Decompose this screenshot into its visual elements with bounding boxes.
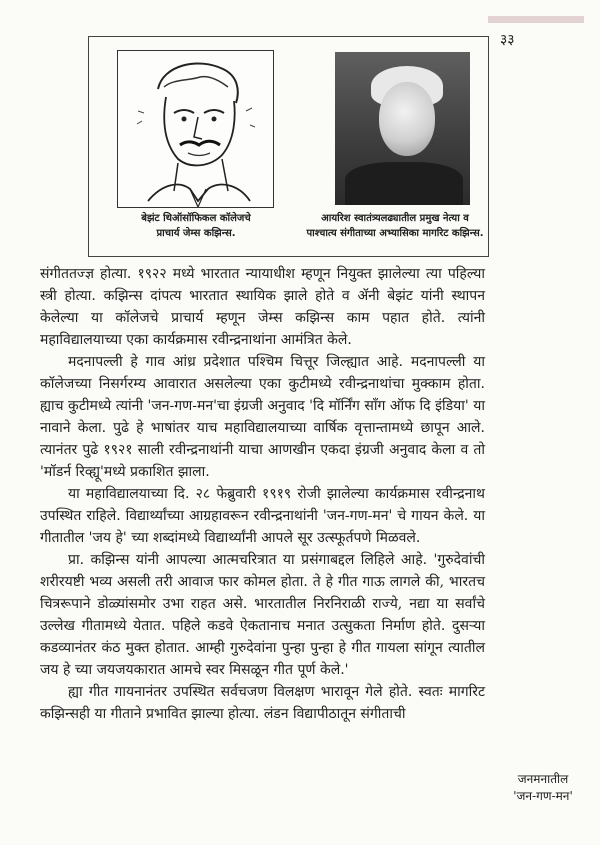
paragraph: मदनापल्ली हे गाव आंध्र प्रदेशात पश्चिम चित्तूर जिल्ह्यात आहे. मदनापल्ली या कॉलेजच्या निसर्गरम्य आवारात असलेल्या एका कुटीमध्ये रवीन्द्रनाथांचा मुक्काम होता. ह्याच कुटीमध्ये त्यांनी 'जन-गण-मन'चा इंग्रजी अनुवाद 'दि मॉर्निंग साँग ऑफ दि इंडिया' या नावाने केला. पुढे हे भाषांतर याच महाविद्यालयाच्या वार्षिक वृत्तान्तामध्ये छापून आले. त्यानंतर पुढे १९२१ साली रवीन्द्रनाथांनी याचा आणखीन एकदा इंग्रजी अनुवाद केला व तो 'मॉडर्न रिव्ह्यू'मध्ये प्रकाशित झाला. [40,354,485,480]
paragraph: संगीततज्ज्ञ होत्या. १९२२ मध्ये भारतात न्यायाधीश म्हणून नियुक्त झालेल्या त्या पहिल्या स्त्री होत्या. कझिन्स दांपत्य भारतात स्थायिक झाले होते व ॲनी बेझंट यांनी स्थापन केलेल्या या कॉलेजचे प्राचार्य म्हणून जेम्स कझिन्स काम पहात होते. त्यांनी महाविद्यालयाच्या एका कार्यक्रमास रवीन्द्रनाथांना आमंत्रित केले. [40,266,485,348]
portrait-sketch-james-cousins [117,50,274,208]
photo-coat [345,162,463,205]
margin-note-line: जनमनातील [517,772,569,786]
figure-caption-left [112,211,280,241]
photo-face [379,82,435,156]
body-text [40,263,485,725]
paragraph: ह्या गीत गायनानंतर उपस्थित सर्वचजण विलक्षण भारावून गेले होते. स्वतः मागरिट कझिन्सही या गीताने प्रभावित झाल्या होत्या. लंडन विद्यापीठातून संगीताची [40,684,485,722]
caption-line: प्राचार्य जेम्स कझिन्स. [156,228,236,239]
margin-note [493,771,593,805]
paragraph: प्रा. कझिन्स यांनी आपल्या आत्मचरित्रात या प्रसंगाबद्दल लिहिले आहे. 'गुरुदेवांची शरीरयष्टी भव्य असली तरी आवाज फार कोमल होता. ते हे गीत गाऊ लागले की, भारतच चित्ररूपाने डोळ्यांसमोर उभा राहत असे. भारतातील निरनिराळी राज्ये, नद्या या सर्वांचे उल्लेख गीतामध्ये येतात. पहिले कडवे ऐकतानाच मनात उत्सुकता निर्माण होते. दुसऱ्या कडव्यानंतर कंठ मुक्त होतात. आम्ही गुरुदेवांना पुन्हा पुन्हा हे गीत गायला सांगून त्यातील जय हे च्या जयजयकारात आमचे स्वर मिसळून गीत पूर्ण केले.' [40,552,485,678]
figure-caption-right [300,211,490,241]
margin-note-line: 'जन-गण-मन' [513,789,573,803]
caption-line: बेझंट थिऑसॉफिकल कॉलेजचे [141,213,251,224]
portrait-photo-margaret-cousins [335,52,470,205]
page-number: ३३ [500,32,515,48]
caption-line: पाश्चात्य संगीताच्या अभ्यासिका मागरिट कझिन्स. [306,228,484,239]
header-rule [488,16,584,23]
caption-line: आयरिश स्वातंत्र्यलढ्यातील प्रमुख नेत्या व [321,213,469,224]
paragraph: या महाविद्यालयाच्या दि. २८ फेब्रुवारी १९१९ रोजी झालेल्या कार्यक्रमास रवीन्द्रनाथ उपस्थित राहिले. विद्यार्थ्यांच्या आग्रहावरून रवीन्द्रनाथांनी 'जन-गण-मन' चे गायन केले. या गीतातील 'जय हे' च्या शब्दांमध्ये विद्यार्थ्यांनी आपले सूर उत्स्फूर्तपणे मिळवले. [40,486,485,546]
